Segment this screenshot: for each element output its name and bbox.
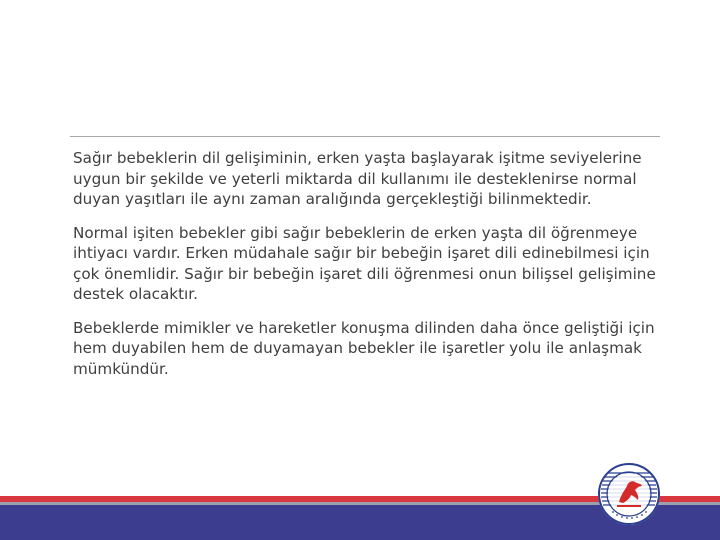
title-divider xyxy=(70,136,660,137)
paragraph-2: Normal işiten bebekler gibi sağır bebeklerin de erken yaşta dil öğrenmeye ihtiyacı vardır. Erken müdahale sağır bir bebeğin işaret dili edinebilmesi için çok önemlidir. Sağır bir bebeğin işaret dili öğrenmesi onun bilişsel gelişimine destek olacaktır. xyxy=(73,223,656,303)
paragraph-1: Sağır bebeklerin dil gelişiminin, erken yaşta başlayarak işitme seviyelerine uygun bir şekilde ve yeterli miktarda dil kullanımı ile desteklenirse normal duyan yaşıtları ile aynı zaman aralığında gerçekleştiği bilinmektedir. xyxy=(73,149,642,208)
slide-body xyxy=(73,148,673,392)
paragraph-3: Bebeklerde mimikler ve hareketler konuşma dilinden daha önce geliştiği için hem duyabilen hem de duyamayan bebekler ile işaretler yolu ile anlaşmak mümkündür. xyxy=(73,318,655,378)
university-seal-icon xyxy=(597,462,661,526)
